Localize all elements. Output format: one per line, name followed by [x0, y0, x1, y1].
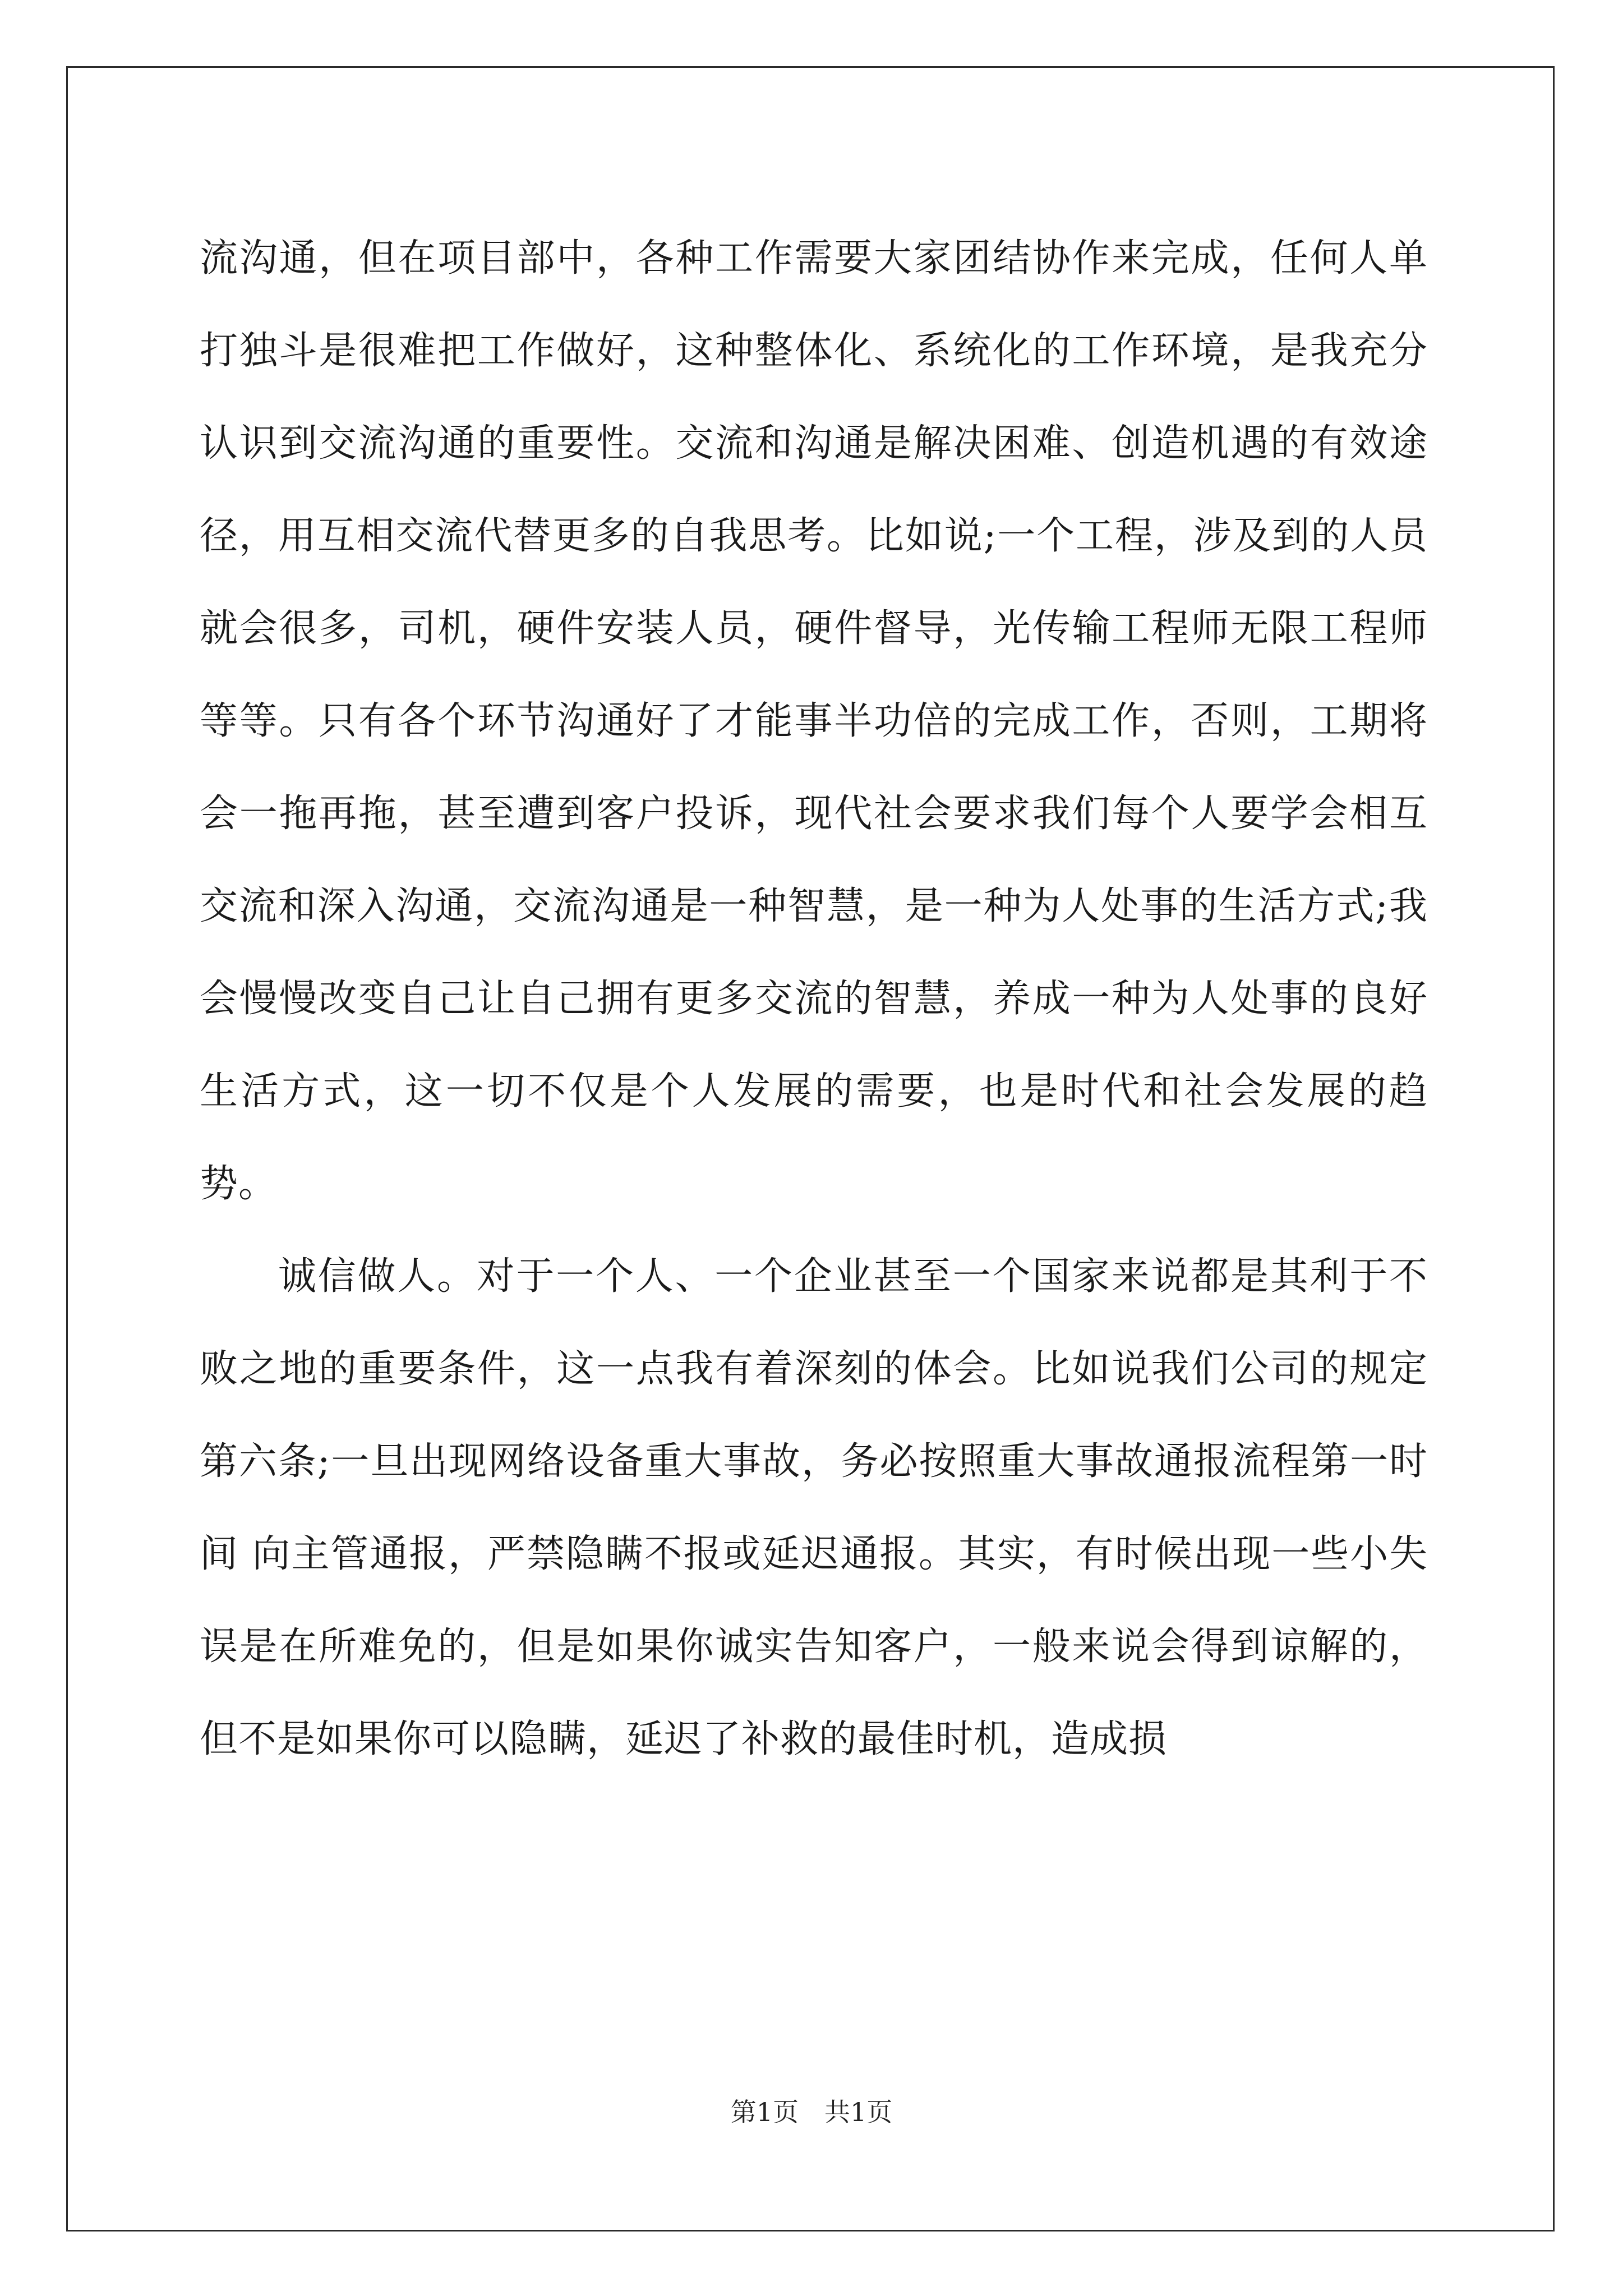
document-body [200, 212, 1428, 1786]
paragraph-communication: 流沟通，但在项目部中，各种工作需要大家团结协作来完成，任何人单打独斗是很难把工作做好，这种整体化、系统化的工作环境，是我充分认识到交流沟通的重要性。交流和沟通是解决困难、创造机遇的有效途径，用互相交流代替更多的自我思考。比如说;一个工程，涉及到的人员就会很多，司机，硬件安装人员，硬件督导，光传输工程师无限工程师等等。只有各个环节沟通好了才能事半功倍的完成工作，否则，工期将会一拖再拖，甚至遭到客户投诉，现代社会要求我们每个人要学会相互交流和深入沟通，交流沟通是一种智慧，是一种为人处事的生活方式;我会慢慢改变自己让自己拥有更多交流的智慧，养成一种为人处事的良好生活方式，这一切不仅是个人发展的需要，也是时代和社会发展的趋势。 [200, 236, 1428, 1206]
paragraph-integrity: 诚信做人。对于一个人、一个企业甚至一个国家来说都是其利于不败之地的重要条件，这一点我有着深刻的体会。比如说我们公司的规定第六条;一旦出现网络设备重大事故，务必按照重大事故通报流程第一时间 向主管通报，严禁隐瞒不报或延迟通报。其实，有时候出现一些小失误是在所难免的，但是如果你诚实告知客户，一般来说会得到谅解的，但不是如果你可以隐瞒，延迟了补救的最佳时机，造成损 [200, 1254, 1428, 1761]
page-footer: 第1页 共1页 [730, 2097, 893, 2127]
